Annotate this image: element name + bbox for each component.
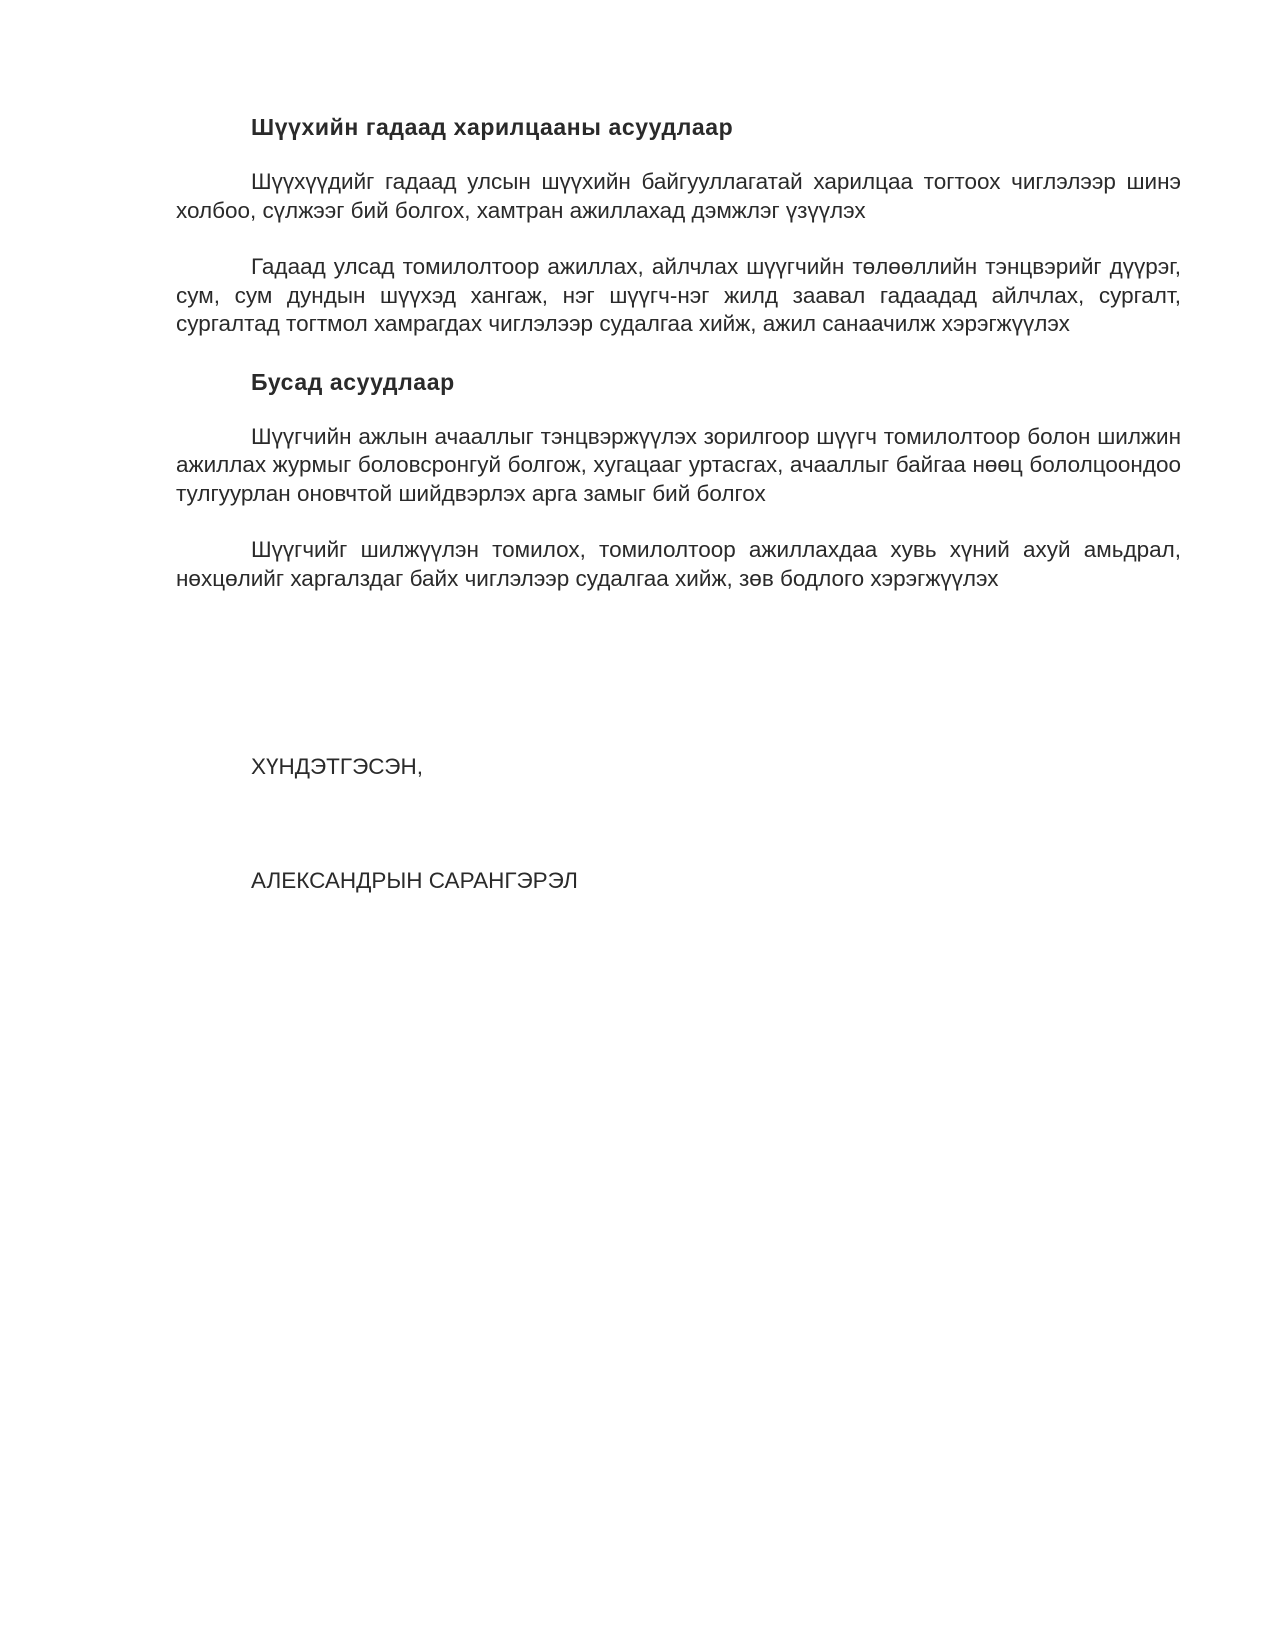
section-heading-other-issues: Бусад асуудлаар bbox=[251, 368, 455, 395]
section-heading-foreign-relations: Шүүхийн гадаад харилцааны асуудлаар bbox=[251, 114, 734, 140]
paragraph-other-issues-2: Шүүгчийг шилжүүлэн томилох, томилолтоор ажиллахдаа хувь хүний ахуй амьдрал, нөхцөлийг харгалздаг байх чиглэлээр судалгаа хийж, зөв бодлого хэрэгжүүлэх bbox=[176, 537, 1181, 591]
paragraph-foreign-relations-2: Гадаад улсад томилолтоор ажиллах, айлчлах шүүгчийн төлөөллийн тэнцвэрийг дүүрэг, сум, сум дундын шүүхэд хангаж, нэг шүүгч-нэг жилд заавал гадаадад айлчлах, сургалт, сургалтад тогтмол хамрагдах чиглэлээр судалгаа хийж, ажил санаачилж хэрэгжүүлэх bbox=[176, 254, 1181, 336]
closing-regards: ХҮНДЭТГЭСЭН, bbox=[251, 754, 423, 779]
paragraph-other-issues-1: Шүүгчийн ажлын ачааллыг тэнцвэржүүлэх зорилгоор шүүгч томилолтоор болон шилжин ажиллах журмыг боловсронгуй болгож, хугацааг уртасгах, ачааллыг байгаа нөөц бололцоондоо тулгуурлан оновчтой шийдвэрлэх арга замыг бий болгох bbox=[176, 423, 1181, 506]
document-body bbox=[176, 112, 1181, 621]
signature-name: АЛЕКСАНДРЫН САРАНГЭРЭЛ bbox=[251, 868, 578, 893]
paragraph-foreign-relations-1: Шүүхүүдийг гадаад улсын шүүхийн байгууллагатай харилцаа тогтоох чиглэлээр шинэ холбоо, сүлжээг бий болгох, хамтран ажиллахад дэмжлэг үзүүлэх bbox=[176, 169, 1181, 223]
